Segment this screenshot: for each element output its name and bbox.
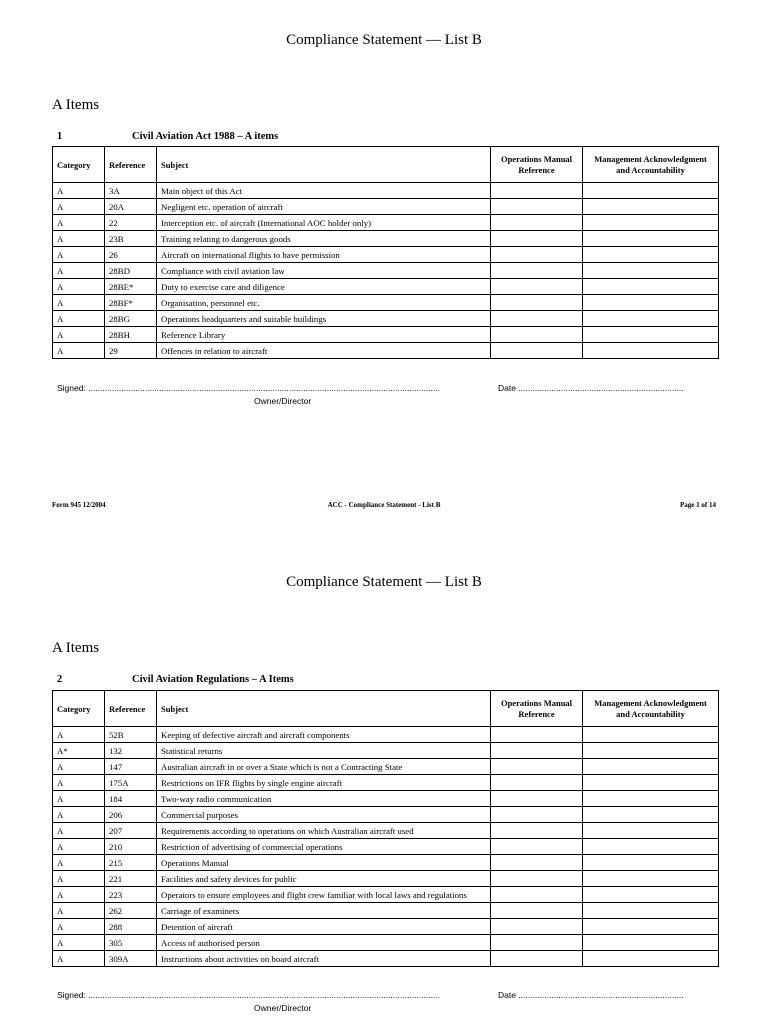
ops-manual-reference-cell[interactable] [491,887,583,903]
ops-manual-reference-cell[interactable] [491,231,583,247]
reference-cell: 28BH [105,327,157,343]
signature-line[interactable]: Signed: ..................................................................................................................................................... [57,990,441,1000]
header-ops-manual-reference: Operations Manual Reference [491,147,583,183]
management-acknowledgment-cell[interactable] [583,295,719,311]
reference-cell: 26 [105,247,157,263]
ops-manual-reference-cell[interactable] [491,791,583,807]
subject-cell: Detention of aircraft [157,919,491,935]
category-cell: A [53,935,105,951]
reference-cell: 52B [105,727,157,743]
reference-cell: 132 [105,743,157,759]
ops-manual-reference-cell[interactable] [491,759,583,775]
management-acknowledgment-cell[interactable] [583,247,719,263]
footer-document-title: ACC - Compliance Statement - List B [327,501,441,509]
table-row [53,199,719,215]
header-subject: Subject [157,147,491,183]
reference-cell: 184 [105,791,157,807]
management-acknowledgment-cell[interactable] [583,743,719,759]
ops-manual-reference-cell[interactable] [491,215,583,231]
date-line[interactable]: Date ...................................................................... [498,383,684,393]
management-acknowledgment-cell[interactable] [583,951,719,967]
reference-cell: 207 [105,823,157,839]
category-cell: A [53,231,105,247]
category-cell: A [53,887,105,903]
subject-cell: Two-way radio communication [157,791,491,807]
subsection-title: Civil Aviation Act 1988 – A items [132,131,279,142]
subject-cell: Operators to ensure employees and flight crew familiar with local laws and regulations [157,887,491,903]
subject-cell: Duty to exercise care and diligence [157,279,491,295]
ops-manual-reference-cell[interactable] [491,343,583,359]
subject-cell: Restriction of advertising of commercial operations [157,839,491,855]
table-row [53,327,719,343]
management-acknowledgment-cell[interactable] [583,871,719,887]
ops-manual-reference-cell[interactable] [491,919,583,935]
ops-manual-reference-cell[interactable] [491,823,583,839]
category-cell: A [53,247,105,263]
management-acknowledgment-cell[interactable] [583,327,719,343]
header-subject: Subject [157,691,491,727]
table-header-row [53,147,719,183]
subject-cell: Training relating to dangerous goods [157,231,491,247]
category-cell: A [53,919,105,935]
category-cell: A [53,727,105,743]
reference-cell: 262 [105,903,157,919]
header-reference: Reference [105,691,157,727]
reference-cell: 28BD [105,263,157,279]
signature-line[interactable]: Signed: ..................................................................................................................................................... [57,383,441,393]
reference-cell: 23B [105,231,157,247]
ops-manual-reference-cell[interactable] [491,727,583,743]
date-line[interactable]: Date ...................................................................... [498,990,684,1000]
reference-cell: 288 [105,919,157,935]
table-row [53,823,719,839]
category-cell: A [53,327,105,343]
category-cell: A [53,215,105,231]
ops-manual-reference-cell[interactable] [491,311,583,327]
category-cell: A [53,839,105,855]
management-acknowledgment-cell[interactable] [583,807,719,823]
subsection-number: 2 [57,674,63,685]
ops-manual-reference-cell[interactable] [491,807,583,823]
category-cell: A [53,903,105,919]
subject-cell: Australian aircraft in or over a State which is not a Contracting State [157,759,491,775]
ops-manual-reference-cell[interactable] [491,839,583,855]
table-row [53,759,719,775]
subject-cell: Facilities and safety devices for public [157,871,491,887]
table-row [53,791,719,807]
subject-cell: Keeping of defective aircraft and aircraft components [157,727,491,743]
reference-cell: 20A [105,199,157,215]
header-reference: Reference [105,147,157,183]
management-acknowledgment-cell[interactable] [583,263,719,279]
table-row [53,855,719,871]
reference-cell: 147 [105,759,157,775]
header-ops-manual-reference: Operations Manual Reference [491,691,583,727]
table-row [53,935,719,951]
footer-page-number: Page 1 of 14 [680,501,716,509]
table-row [53,807,719,823]
management-acknowledgment-cell[interactable] [583,343,719,359]
management-acknowledgment-cell[interactable] [583,839,719,855]
category-cell: A [53,855,105,871]
subject-cell: Commercial purposes [157,807,491,823]
footer-form-number: Form 945 12/2004 [52,501,106,509]
category-cell: A [53,199,105,215]
ops-manual-reference-cell[interactable] [491,263,583,279]
table-row [53,887,719,903]
table-row [53,183,719,199]
management-acknowledgment-cell[interactable] [583,791,719,807]
ops-manual-reference-cell[interactable] [491,279,583,295]
table-row [53,311,719,327]
ops-manual-reference-cell[interactable] [491,327,583,343]
ops-manual-reference-cell[interactable] [491,295,583,311]
management-acknowledgment-cell[interactable] [583,903,719,919]
category-cell: A [53,759,105,775]
subject-cell: Carriage of examiners [157,903,491,919]
ops-manual-reference-cell[interactable] [491,247,583,263]
page-title: Compliance Statement — List B [286,32,482,48]
management-acknowledgment-cell[interactable] [583,823,719,839]
management-acknowledgment-cell[interactable] [583,183,719,199]
table-row [53,263,719,279]
table-row [53,903,719,919]
table-row [53,871,719,887]
category-cell: A* [53,743,105,759]
subject-cell: Reference Library [157,327,491,343]
page-2 [0,545,768,1024]
owner-director-label: Owner/Director [254,396,312,406]
management-acknowledgment-cell[interactable] [583,775,719,791]
ops-manual-reference-cell[interactable] [491,775,583,791]
category-cell: A [53,263,105,279]
management-acknowledgment-cell[interactable] [583,727,719,743]
table-header-row [53,691,719,727]
table-row [53,247,719,263]
ops-manual-reference-cell[interactable] [491,871,583,887]
header-category: Category [53,147,105,183]
reference-cell: 3A [105,183,157,199]
subject-cell: Compliance with civil aviation law [157,263,491,279]
subject-cell: Negligent etc. operation of aircraft [157,199,491,215]
category-cell: A [53,951,105,967]
category-cell: A [53,343,105,359]
management-acknowledgment-cell[interactable] [583,887,719,903]
management-acknowledgment-cell[interactable] [583,311,719,327]
subject-cell: Main object of this Act [157,183,491,199]
table-body [53,727,719,967]
subject-cell: Offences in relation to aircraft [157,343,491,359]
category-cell: A [53,871,105,887]
reference-cell: 206 [105,807,157,823]
reference-cell: 28BG [105,311,157,327]
category-cell: A [53,183,105,199]
page-title: Compliance Statement — List B [286,574,482,590]
reference-cell: 223 [105,887,157,903]
reference-cell: 28BE* [105,279,157,295]
table-row [53,951,719,967]
subject-cell: Statistical returns [157,743,491,759]
category-cell: A [53,279,105,295]
management-acknowledgment-cell[interactable] [583,759,719,775]
subject-cell: Restrictions on IFR flights by single engine aircraft [157,775,491,791]
section-heading: A Items [52,640,100,656]
management-acknowledgment-cell[interactable] [583,919,719,935]
table-row [53,295,719,311]
ops-manual-reference-cell[interactable] [491,855,583,871]
section-heading: A Items [52,97,100,113]
reference-cell: 29 [105,343,157,359]
subsection-title: Civil Aviation Regulations – A Items [132,674,294,685]
subject-cell: Requirements according to operations on which Australian aircraft used [157,823,491,839]
reference-cell: 221 [105,871,157,887]
table-row [53,231,719,247]
header-management-acknowledgment: Management Acknowledgment and Accountability [583,691,719,727]
subsection-number: 1 [57,131,63,142]
ops-manual-reference-cell[interactable] [491,183,583,199]
management-acknowledgment-cell[interactable] [583,199,719,215]
category-cell: A [53,311,105,327]
ops-manual-reference-cell[interactable] [491,951,583,967]
category-cell: A [53,791,105,807]
subject-cell: Instructions about activities on board aircraft [157,951,491,967]
table-row [53,279,719,295]
reference-cell: 210 [105,839,157,855]
management-acknowledgment-cell[interactable] [583,855,719,871]
ops-manual-reference-cell[interactable] [491,743,583,759]
header-management-acknowledgment: Management Acknowledgment and Accountability [583,147,719,183]
table-row [53,343,719,359]
ops-manual-reference-cell[interactable] [491,903,583,919]
reference-cell: 175A [105,775,157,791]
category-cell: A [53,295,105,311]
ops-manual-reference-cell[interactable] [491,935,583,951]
table-row [53,727,719,743]
subject-cell: Interception etc. of aircraft (International AOC holder only) [157,215,491,231]
reference-cell: 22 [105,215,157,231]
management-acknowledgment-cell[interactable] [583,231,719,247]
table-row [53,775,719,791]
table-row [53,743,719,759]
subject-cell: Operations headquarters and suitable buildings [157,311,491,327]
compliance-table [52,690,719,967]
category-cell: A [53,775,105,791]
category-cell: A [53,807,105,823]
table-row [53,215,719,231]
compliance-table [52,146,719,359]
category-cell: A [53,823,105,839]
subject-cell: Access of authorised person [157,935,491,951]
table-row [53,839,719,855]
reference-cell: 305 [105,935,157,951]
subject-cell: Organisation, personnel etc. [157,295,491,311]
management-acknowledgment-cell[interactable] [583,279,719,295]
header-category: Category [53,691,105,727]
management-acknowledgment-cell[interactable] [583,215,719,231]
ops-manual-reference-cell[interactable] [491,199,583,215]
owner-director-label: Owner/Director [254,1003,312,1013]
table-body [53,183,719,359]
management-acknowledgment-cell[interactable] [583,935,719,951]
subject-cell: Aircraft on international flights to have permission [157,247,491,263]
reference-cell: 215 [105,855,157,871]
subject-cell: Operations Manual [157,855,491,871]
table-row [53,919,719,935]
reference-cell: 309A [105,951,157,967]
reference-cell: 28BF* [105,295,157,311]
